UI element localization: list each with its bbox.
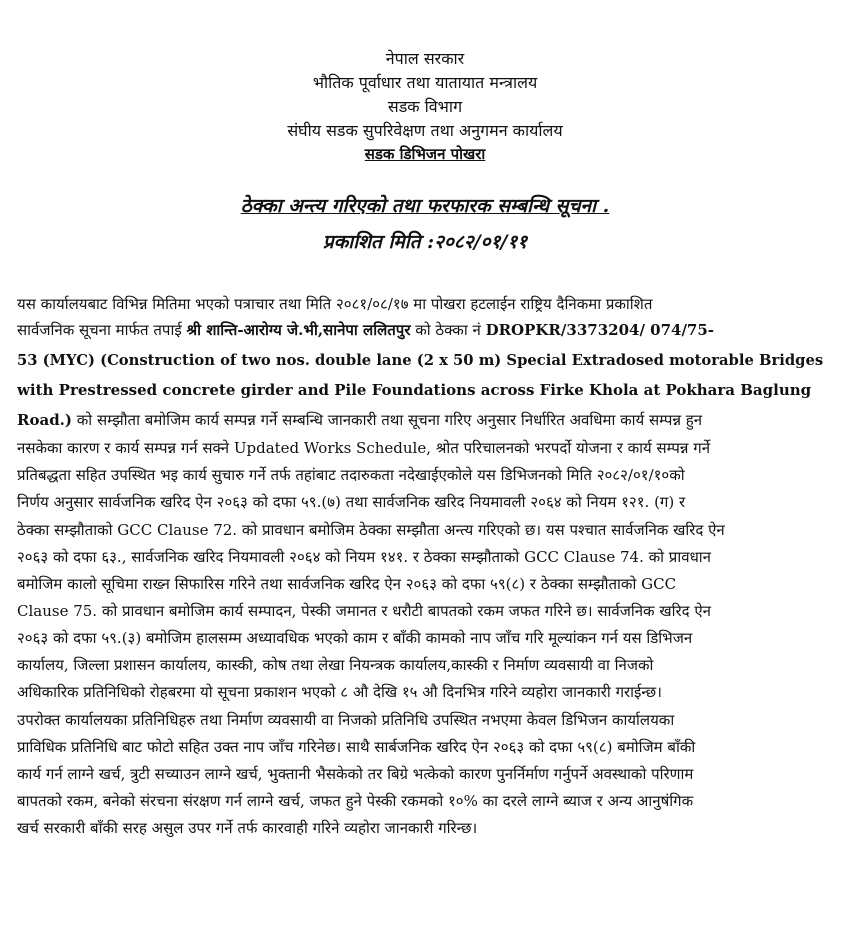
header-ministry: भौतिक पूर्वाधार तथा यातायात मन्त्रालय	[312, 73, 538, 92]
body-line: २०६३ को दफा ६३., सार्वजनिक खरिद नियमावली २०६४ को नियम १४१. र ठेक्का सम्झौताको GCC Clause 74. को प्रावधान	[17, 548, 712, 566]
body-text: यस कार्यालयबाट विभिन्न मितिमा भएको पत्राचार तथा मिति २०८१/०८/१७ मा पोखरा हटलाईन राष्ट्रिय दैनिकमा प्रकाशित	[17, 295, 653, 313]
publish-date: प्रकाशित मिति :२०८२/०१/११	[322, 231, 528, 253]
body-line: बमोजिम कालो सूचिमा राख्न सिफारिस गरिने तथा सार्वजनिक खरिद ऐन २०६३ को दफा ५९(८) र ठेक्का सम्झौताको GCC	[17, 575, 677, 593]
body-line: खर्च सरकारी बाँकी सरह असुल उपर गर्ने तर्फ कारवाही गरिने व्यहोरा जानकारी गरिन्छ।	[17, 819, 478, 837]
body-line: प्रतिबद्धता सहित उपस्थित भइ कार्य सुचारु गर्ने तर्फ तहांबाट तदारुकता नदेखाईएकोले यस डिभिजनको मिति २०८२/०१/१०को	[17, 466, 685, 484]
body-line: उपरोक्त कार्यालयका प्रतिनिधिहरु तथा निर्माण व्यवसायी वा निजको प्रतिनिधि उपस्थित नभएमा केवल डिभिजन कार्यालयका	[17, 711, 675, 729]
header-office: संघीय सडक सुपरिवेक्षण तथा अनुगमन कार्यालय	[287, 121, 563, 140]
body-line: Clause 75. को प्रावधान बमोजिम कार्य सम्पादन, पेस्की जमानत र धरौटी बापतको रकम जफत गरिने छ। सार्वजनिक खरिद ऐन	[17, 602, 711, 620]
body-text: को सम्झौता बमोजिम कार्य सम्पन्न गर्ने सम्बन्धि जानकारी तथा सूचना गरिए अनुसार निर्धारित अवधिमा कार्य सम्पन्न हुन	[72, 411, 703, 429]
project-name-line: 53 (MYC) (Construction of two nos. double lane (2 x 50 m) Special Extradosed motorable Bridges	[17, 352, 824, 369]
body-line	[17, 320, 833, 340]
body-line: २०६३ को दफा ५९.(३) बमोजिम हालसम्म अध्यावधिक भएको काम र बाँकी कामको नाप जाँच गरि मूल्यांकन गर्न यस डिभिजन	[17, 629, 693, 647]
project-name-end: Road.)	[17, 411, 72, 429]
contractor-name: श्री शान्ति-आरोग्य जे.भी,सानेपा ललितपुर	[186, 321, 411, 339]
notice-title: ठेक्का अन्त्य गरिएको तथा फरफारक सम्बन्धि सूचना .	[240, 195, 610, 217]
header-government: नेपाल सरकार	[385, 49, 465, 68]
body-line: निर्णय अनुसार सार्वजनिक खरिद ऐन २०६३ को दफा ५९.(७) तथा सार्वजनिक खरिद नियमावली २०६४ को नियम १२१. (ग) र	[17, 493, 686, 511]
body-line: बापतको रकम, बनेको संरचना संरक्षण गर्न लाग्ने खर्च, जफत हुने पेस्की रकमको १०% का दरले लाग्ने ब्याज र अन्य आनुषंगिक	[17, 792, 694, 810]
body-text: सार्वजनिक सूचना मार्फत तपाई	[17, 321, 187, 339]
body-line: प्राविधिक प्रतिनिधि बाट फोटो सहित उक्त नाप जाँच गरिनेछ। साथै सार्बजनिक खरिद ऐन २०६३ को दफा ५९(८) बमोजिम बाँकी	[17, 738, 696, 756]
body-line	[17, 294, 833, 314]
header-division: सडक डिभिजन पोखरा	[364, 145, 486, 163]
body-line: कार्यालय, जिल्ला प्रशासन कार्यालय, कास्की, कोष तथा लेखा नियन्त्रक कार्यालय,कास्की र निर्माण व्यवसायी वा निजको	[17, 656, 654, 674]
body-line: नसकेका कारण र कार्य सम्पन्न गर्न सक्ने Updated Works Schedule, श्रोत परिचालनको भरपर्दो योजना र कार्य सम्पन्न गर्ने	[17, 439, 711, 457]
contract-number: DROPKR/3373204/ 074/75-	[485, 321, 715, 339]
body-text: को ठेक्का नं	[410, 321, 486, 339]
body-line: अधिकारिक प्रतिनिधिको रोहबरमा यो सूचना प्रकाशन भएको ८ औ देखि १५ औ दिनभित्र गरिने व्यहोरा जानकारी गराईन्छ।	[17, 683, 662, 701]
header-department: सडक विभाग	[387, 97, 463, 116]
body-line	[17, 410, 833, 430]
project-name-line: with Prestressed concrete girder and Pile Foundations across Firke Khola at Pokhara Baglung	[17, 381, 812, 399]
body-line: कार्य गर्न लाग्ने खर्च, त्रुटी सच्याउन लाग्ने खर्च, भुक्तानी भैसकेको तर बिग्रे भत्केको कारण पुनर्निर्माण गर्नुपर्ने अवस्थाको परिणाम	[17, 765, 694, 783]
body-line: ठेक्का सम्झौताको GCC Clause 72. को प्रावधान बमोजिम ठेक्का सम्झौता अन्त्य गरिएको छ। यस पश्चात सार्वजनिक खरिद ऐन	[17, 521, 725, 539]
